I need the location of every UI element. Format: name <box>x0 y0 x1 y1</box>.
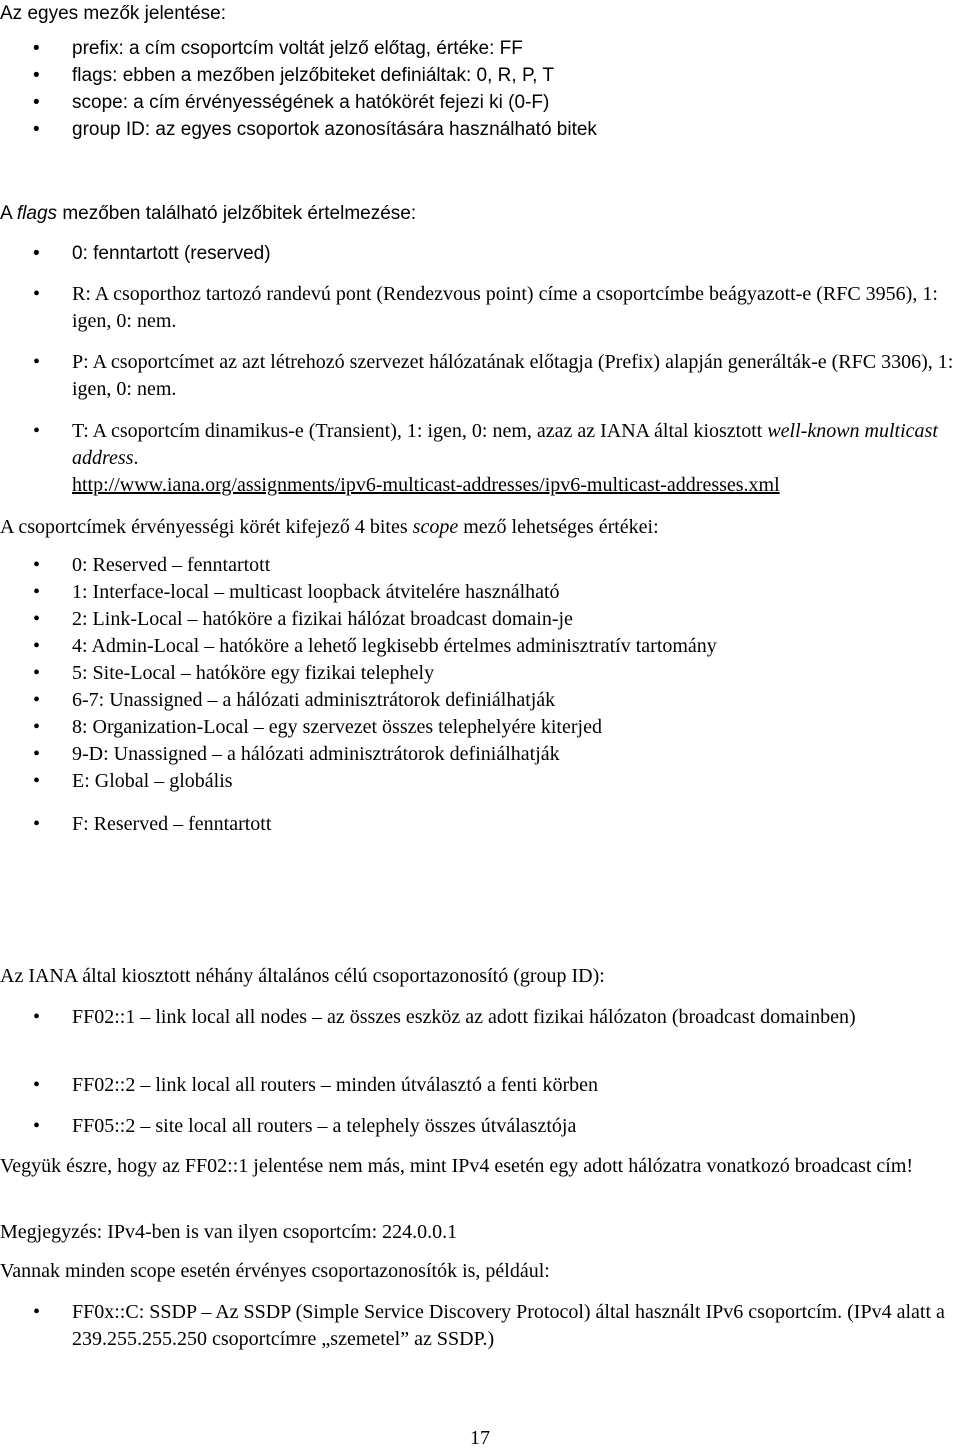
bullet-icon: • <box>33 1074 41 1096</box>
list-item: • F: Reserved – fenntartott <box>0 811 958 838</box>
list-item: • 6-7: Unassigned – a hálózati adminisztrátorok definiálhatják <box>0 687 958 714</box>
section4-list <box>0 1004 958 1031</box>
list-item: • flags: ebben a mezőben jelzőbiteket definiáltak: 0, R, P, T <box>0 62 958 89</box>
bullet-icon: • <box>33 743 41 765</box>
iana-link[interactable]: http://www.iana.org/assignments/ipv6-multicast-addresses/ipv6-multicast-addresses.xml <box>72 474 780 496</box>
bullet-icon: • <box>33 38 40 59</box>
list-item: • FF05::2 – site local all routers – a telephely összes útválasztója <box>0 1113 958 1140</box>
bullet-icon: • <box>33 635 41 657</box>
bullet-icon: • <box>33 420 41 442</box>
bullet-icon: • <box>33 662 41 684</box>
list-item: • 0: fenntartott (reserved) <box>0 240 958 267</box>
section2-list <box>0 240 958 267</box>
bullet-icon: • <box>33 608 41 630</box>
section2-list-t <box>0 418 958 499</box>
list-item: • 9-D: Unassigned – a hálózati adminisztrátorok definiálhatják <box>0 741 958 768</box>
section2-list-r <box>0 281 958 335</box>
section2-heading: A flags mezőben található jelzőbitek értelmezése: <box>0 203 417 224</box>
section1-list <box>0 35 958 143</box>
bullet-icon: • <box>33 1006 41 1028</box>
bullet-icon: • <box>33 92 40 113</box>
list-item: • T: A csoportcím dinamikus-e (Transient), 1: igen, 0: nem, azaz az IANA által kiosztott well-known multicast address. http://www.iana.org/assignments/ipv6-multicast-addresses/ipv6-multicast-addresses.xml <box>33 420 938 496</box>
list-item: • 8: Organization-Local – egy szervezet összes telephelyére kiterjed <box>0 714 958 741</box>
list-item: • prefix: a cím csoportcím voltát jelző előtag, értéke: FF <box>0 35 958 62</box>
bullet-icon: • <box>33 770 41 792</box>
section3-heading: A csoportcímek érvényességi körét kifejező 4 bites scope mező lehetséges értékei: <box>0 516 659 538</box>
bullet-icon: • <box>33 554 41 576</box>
list-item: • P: A csoportcímet az azt létrehozó szervezet hálózatának előtagja (Prefix) alapján generálták-e (RFC 3306), 1: igen, 0: nem. <box>33 351 954 400</box>
list-item: • 2: Link-Local – hatóköre a fizikai hálózat broadcast domain-je <box>0 606 958 633</box>
list-item: • 0: Reserved – fenntartott <box>0 552 958 579</box>
section5-heading: Vannak minden scope esetén érvényes csoportazonosítók is, például: <box>0 1260 550 1282</box>
bullet-icon: • <box>33 581 41 603</box>
note-ipv4: Megjegyzés: IPv4-ben is van ilyen csoportcím: 224.0.0.1 <box>0 1221 458 1243</box>
bullet-icon: • <box>33 283 41 305</box>
page-number: 17 <box>470 1427 490 1449</box>
section1-heading: Az egyes mezők jelentése: <box>0 3 227 24</box>
list-item: • 4: Admin-Local – hatóköre a lehető legkisebb értelmes adminisztratív tartomány <box>0 633 958 660</box>
bullet-icon: • <box>33 1301 41 1323</box>
section3-list <box>0 552 958 838</box>
bullet-icon: • <box>33 689 41 711</box>
note-broadcast: Vegyük észre, hogy az FF02::1 jelentése nem más, mint IPv4 esetén egy adott hálózatra vonatkozó broadcast cím! <box>0 1155 914 1177</box>
list-item: • FF02::1 – link local all nodes – az összes eszköz az adott fizikai hálózaton (broadcast domainben) <box>0 1004 958 1031</box>
list-item: • FF02::2 – link local all routers – minden útválasztó a fenti körben <box>0 1072 958 1099</box>
section4-heading: Az IANA által kiosztott néhány általános célú csoportazonosító (group ID): <box>0 965 605 987</box>
list-item: • FF0x::C: SSDP – Az SSDP (Simple Service Discovery Protocol) által használt IPv6 csoportcím. (IPv4 alatt a 239.255.255.250 csoportcímre „szemetel” az SSDP.) <box>33 1301 945 1350</box>
section4-list-b <box>0 1072 958 1140</box>
section2-list-p <box>0 349 958 403</box>
bullet-icon: • <box>33 119 40 140</box>
list-item: • 1: Interface-local – multicast loopback átvitelére használható <box>0 579 958 606</box>
list-item: • R: A csoporthoz tartozó randevú pont (Rendezvous point) címe a csoportcímbe beágyazott-e (RFC 3956), 1: igen, 0: nem. <box>33 283 938 332</box>
bullet-icon: • <box>33 716 41 738</box>
bullet-icon: • <box>33 813 41 835</box>
bullet-icon: • <box>33 65 40 86</box>
bullet-icon: • <box>33 1115 41 1137</box>
bullet-icon: • <box>33 243 40 264</box>
list-item: • 5: Site-Local – hatóköre egy fizikai telephely <box>0 660 958 687</box>
list-item: • E: Global – globális <box>0 768 958 795</box>
section5-list <box>0 1299 958 1353</box>
bullet-icon: • <box>33 351 41 373</box>
list-item: • scope: a cím érvényességének a hatókörét fejezi ki (0-F) <box>0 89 958 116</box>
list-item: • group ID: az egyes csoportok azonosítására használható bitek <box>0 116 958 143</box>
